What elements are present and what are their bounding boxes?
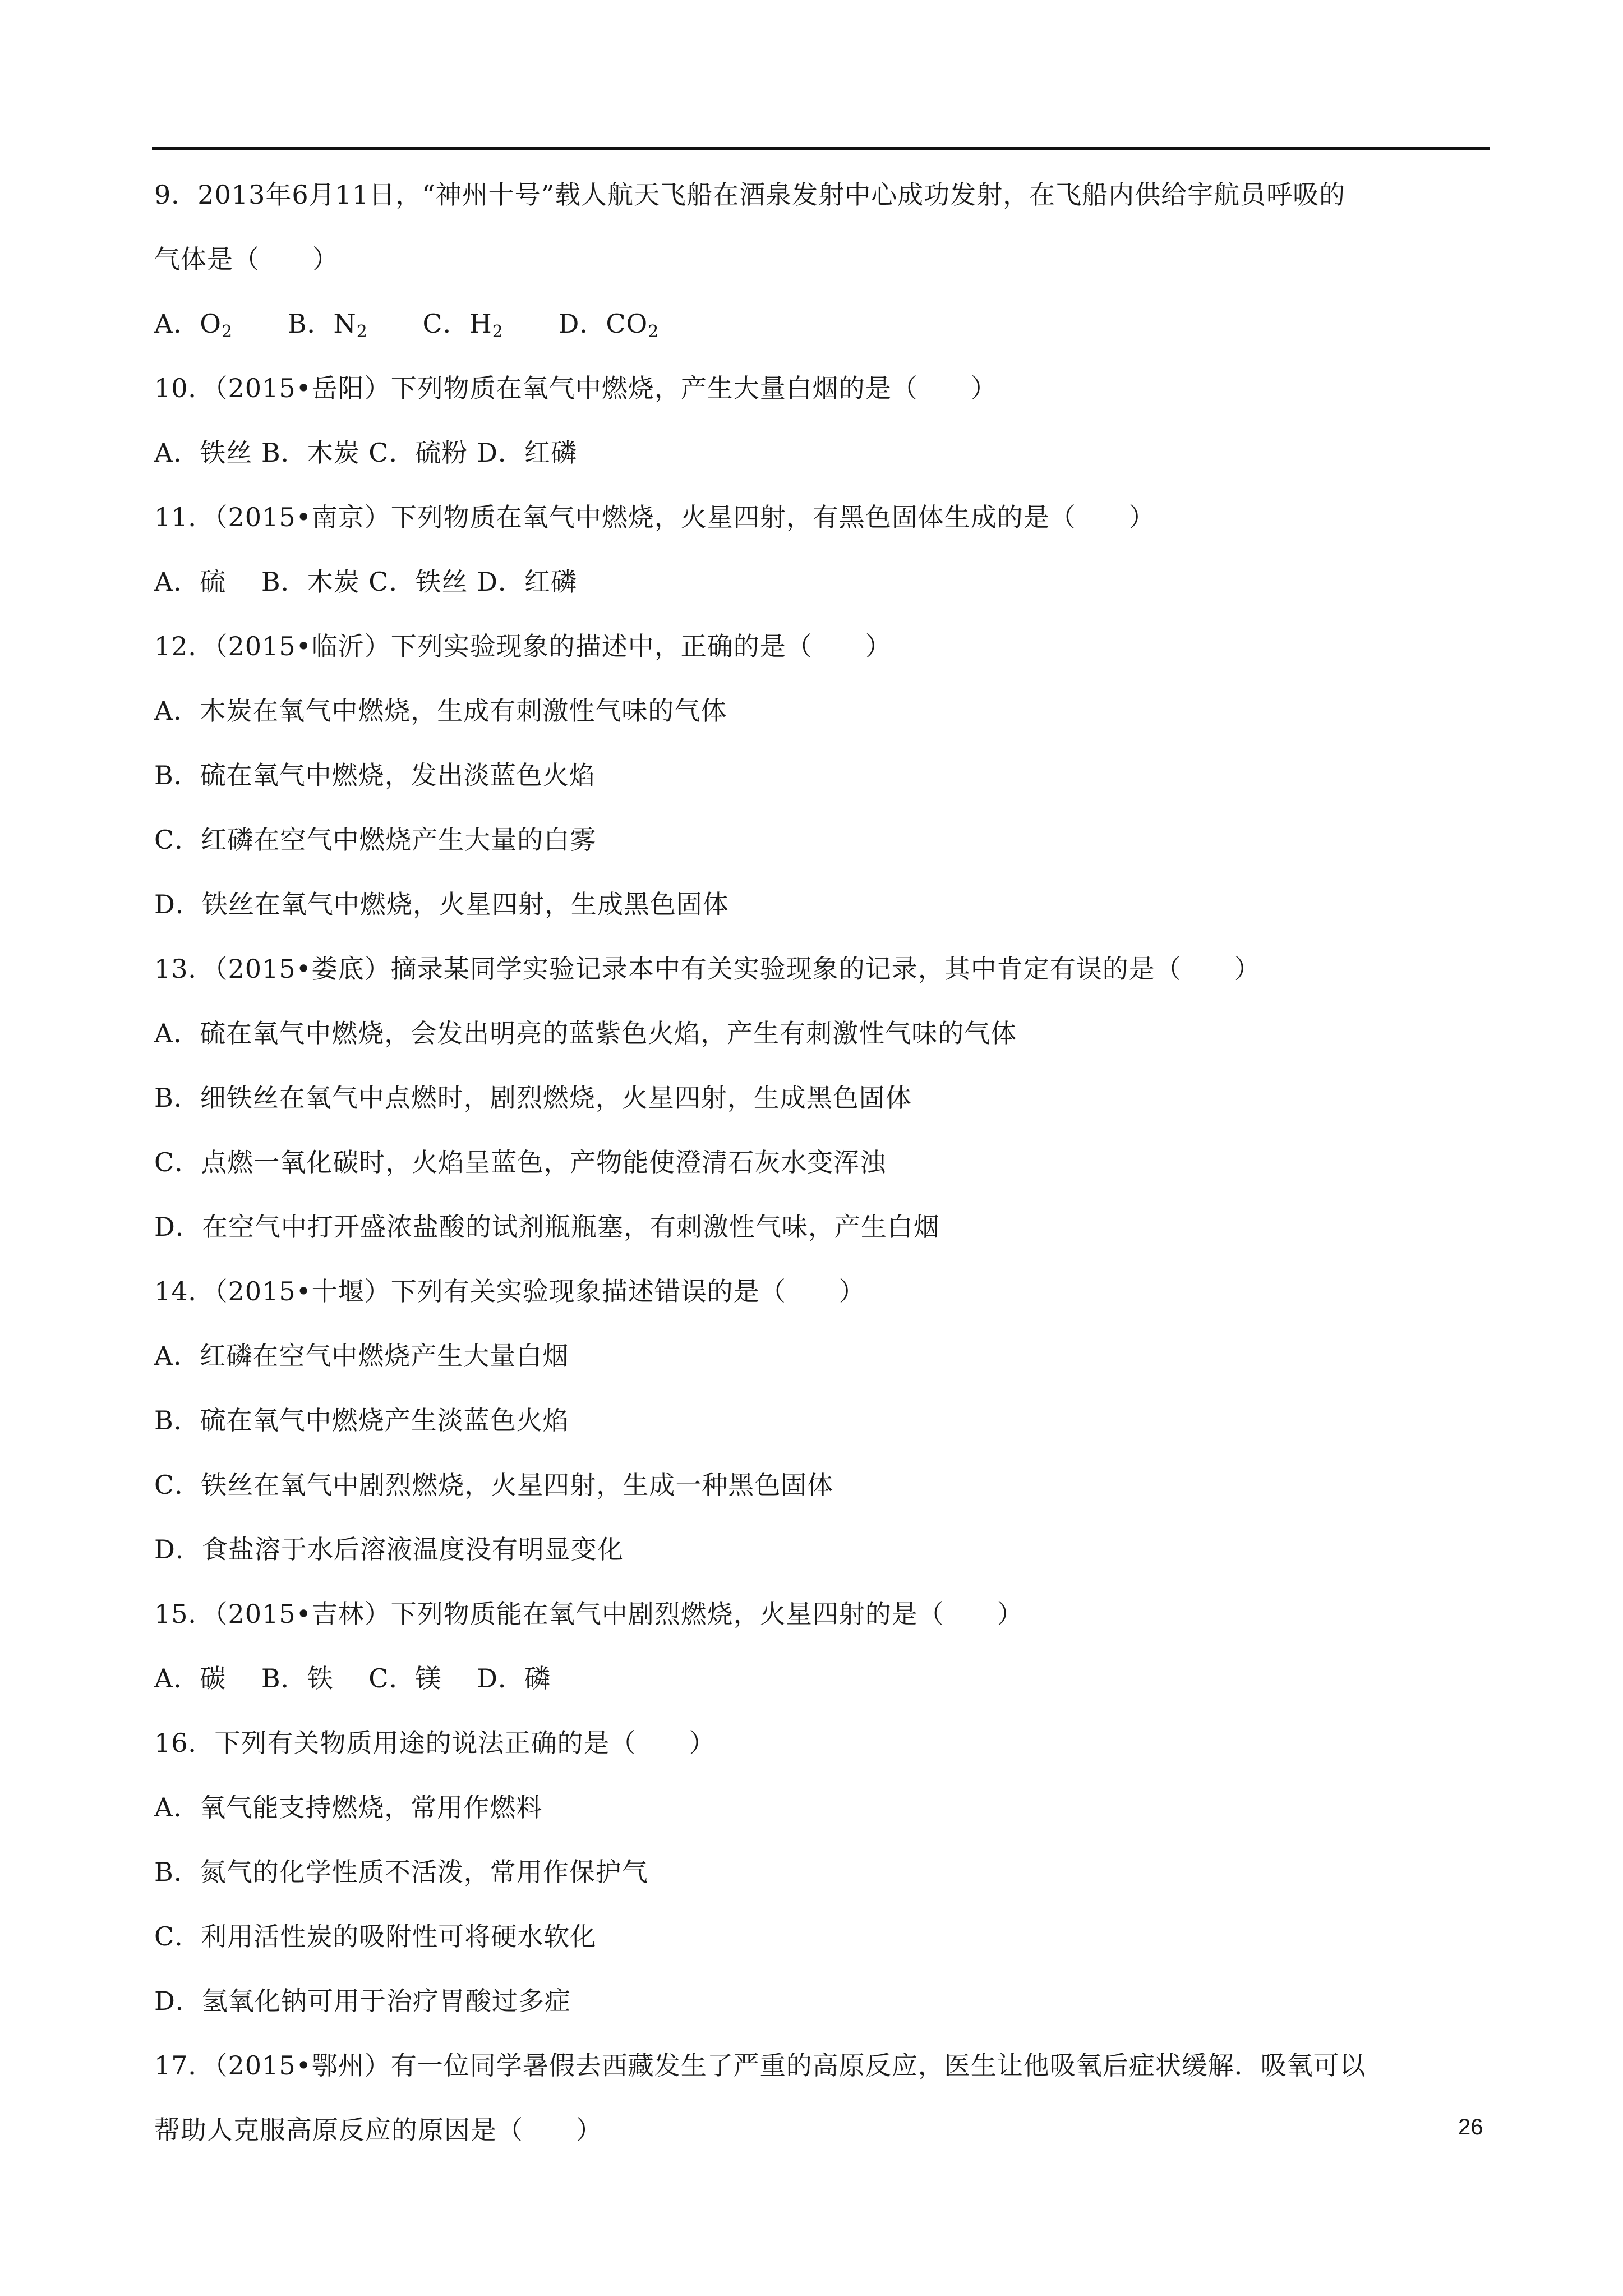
q9-option-d: D．$CO_2$ (558, 309, 660, 342)
q13-option-d: D．在空气中打开盛浓盐酸的试剂瓶瓶塞，有刺激性气味，产生白烟 (154, 1212, 940, 1242)
q12-option-b: B．硫在氧气中燃烧，发出淡蓝色火焰 (154, 760, 596, 790)
page-number: 26 (1458, 2115, 1483, 2139)
q9-option-c: C．$H_2$ (422, 309, 504, 342)
q17-stem-line2: 帮助人克服高原反应的原因是（ ） (154, 2115, 602, 2145)
q16-option-c: C．利用活性炭的吸附性可将硬水软化 (154, 1921, 597, 1952)
header-rule (152, 147, 1490, 150)
q16-option-b: B．氮气的化学性质不活泼，常用作保护气 (154, 1857, 648, 1887)
q12-option-d: D．铁丝在氧气中燃烧，火星四射，生成黑色固体 (154, 889, 729, 919)
q14-option-a: A．红磷在空气中燃烧产生大量白烟 (154, 1341, 569, 1371)
q16-stem: 16．下列有关物质用途的说法正确的是（ ） (154, 1728, 716, 1758)
q14-option-b: B．硫在氧气中燃烧产生淡蓝色火焰 (154, 1405, 569, 1435)
q12-option-c: C．红磷在空气中燃烧产生大量的白雾 (154, 825, 597, 855)
q13-option-a: A．硫在氧气中燃烧，会发出明亮的蓝紫色火焰，产生有刺激性气味的气体 (154, 1018, 1017, 1048)
q15-stem: 15．（2015•吉林）下列物质能在氧气中剧烈燃烧，火星四射的是（ ） (154, 1599, 1023, 1629)
q11-options: A．硫 B．木炭 C．铁丝 D．红磷 (154, 567, 577, 597)
q12-stem: 12．（2015•临沂）下列实验现象的描述中，正确的是（ ） (154, 631, 892, 661)
q13-option-b: B．细铁丝在氧气中点燃时，剧烈燃烧，火星四射，生成黑色固体 (154, 1083, 912, 1113)
q13-option-c: C．点燃一氧化碳时，火焰呈蓝色，产物能使澄清石灰水变浑浊 (154, 1147, 887, 1177)
q9-option-b: B．$N_2$ (287, 309, 368, 342)
q14-option-c: C．铁丝在氧气中剧烈燃烧，火星四射，生成一种黑色固体 (154, 1470, 834, 1500)
q11-stem: 11．（2015•南京）下列物质在氧气中燃烧，火星四射，有黑色固体生成的是（ ） (154, 502, 1155, 532)
q16-option-a: A．氧气能支持燃烧，常用作燃料 (154, 1792, 543, 1823)
q9-stem-line2: 气体是（ ） (154, 244, 339, 274)
q12-option-a: A．木炭在氧气中燃烧，生成有刺激性气味的气体 (154, 696, 727, 726)
q16-option-d: D．氢氧化钠可用于治疗胃酸过多症 (154, 1986, 571, 2016)
q9-options (154, 292, 1489, 356)
q15-options: A．碳 B．铁 C．镁 D．磷 (154, 1663, 551, 1694)
q9-stem-line1: 9．2013年6月11日，“神州十号”载人航天飞船在酒泉发射中心成功发射，在飞船内供给宇航员呼吸的 (154, 180, 1346, 210)
q9-option-a: A．$O_2$ (154, 309, 233, 342)
q10-stem: 10．（2015•岳阳）下列物质在氧气中燃烧，产生大量白烟的是（ ） (154, 373, 997, 403)
q14-stem: 14．（2015•十堰）下列有关实验现象描述错误的是（ ） (154, 1276, 865, 1306)
q13-stem: 13．（2015•娄底）摘录某同学实验记录本中有关实验现象的记录，其中肯定有误的是（ ） (154, 954, 1261, 984)
q10-options: A．铁丝 B．木炭 C．硫粉 D．红磷 (154, 438, 577, 468)
q17-stem-line1: 17．（2015•鄂州）有一位同学暑假去西藏发生了严重的高原反应，医生让他吸氧后症状缓解．吸氧可以 (154, 2050, 1366, 2081)
q14-option-d: D．食盐溶于水后溶液温度没有明显变化 (154, 1534, 624, 1565)
question-list (154, 163, 1489, 2162)
